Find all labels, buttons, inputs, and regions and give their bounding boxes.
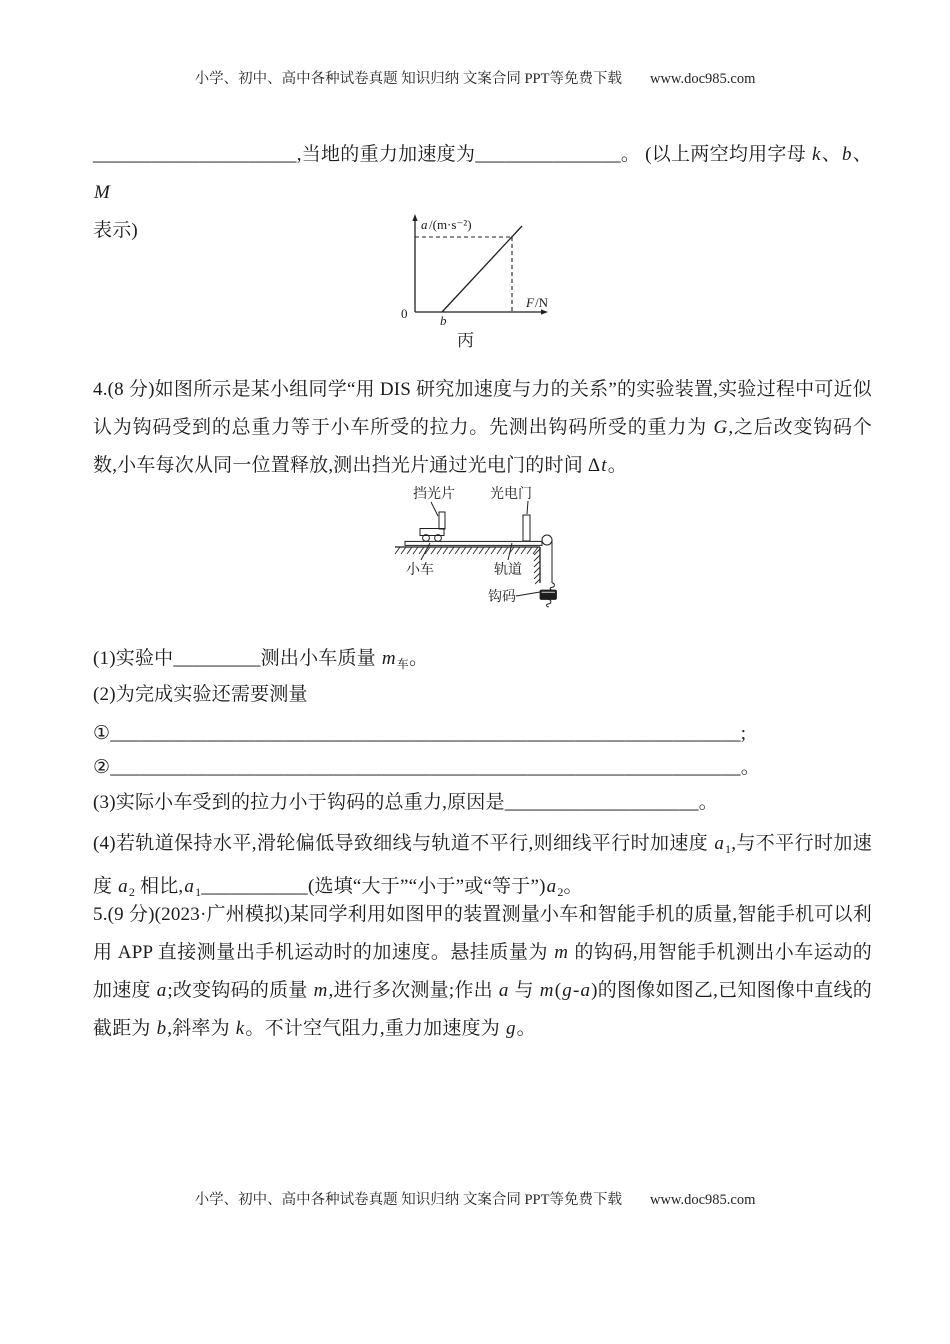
text-segment: 、	[821, 144, 842, 165]
text-segment: 车	[396, 657, 409, 671]
cart-label: 小车	[406, 563, 434, 578]
weight-leader-line	[516, 592, 540, 596]
math-variable: a	[184, 876, 195, 897]
photogate-post	[523, 515, 530, 541]
answer-blank: _________________________________________________________________	[110, 757, 741, 778]
text-segment: 。	[698, 792, 718, 813]
photogate-label: 光电门	[490, 487, 532, 502]
flag-label: 挡光片	[413, 487, 455, 502]
text-segment: 。	[516, 1018, 536, 1039]
text-segment: 。不计空气阻力,重力加速度为	[245, 1018, 505, 1039]
text-segment: ;	[740, 723, 747, 744]
figure-caption: 丙	[457, 331, 474, 350]
graph-figure-bing	[395, 205, 585, 355]
text-segment: ,之后改变钩码个数,小车每次从同一位置释放,测出挡光片通过光电门的时间 Δ	[93, 417, 873, 476]
x-axis-arrow-icon	[541, 309, 548, 314]
footer-url: www.doc985.com	[649, 1192, 756, 1208]
header-text: 小学、初中、高中各种试卷真题 知识归纳 文案合同 PPT等免费下载	[194, 71, 622, 87]
math-variable: k	[812, 144, 821, 165]
text-segment: (1)实验中	[93, 648, 174, 669]
math-variable: a	[498, 980, 509, 1001]
weight-label: 钩码	[488, 590, 516, 605]
math-variable: b	[842, 144, 852, 165]
math-variable: a	[118, 876, 128, 897]
answer-blank: _________________________________________________________________	[110, 723, 741, 744]
photogate-leader-line	[527, 501, 528, 514]
pulley	[542, 535, 552, 545]
text-segment: ,斜率为	[167, 1018, 235, 1039]
math-variable: M	[94, 182, 111, 203]
question-4-blank-item-2	[93, 749, 872, 787]
text-segment: (	[554, 980, 562, 1001]
data-line	[442, 226, 522, 312]
text-segment: 。	[607, 455, 627, 476]
text-segment: )的图像如图乙,已知图像中直线的截距为	[93, 980, 872, 1039]
text-segment: -	[572, 980, 580, 1001]
track-label: 轨道	[494, 563, 522, 578]
math-variable: g	[505, 1018, 516, 1039]
x-axis-label-variable: F	[526, 295, 534, 310]
text-segment: (3)实际小车受到的拉力小于钩码的总重力,原因是	[93, 792, 505, 813]
text-segment: ;改变钩码的质量	[167, 980, 313, 1001]
text-segment: ,当地的重力加速度为	[296, 144, 476, 165]
text-segment: (选填“大于”“小于”或“等于”)	[307, 876, 546, 897]
text-segment: 表示)	[93, 220, 138, 241]
question-5-stem	[93, 896, 872, 1048]
text-segment: (2)为完成实验还需要测量	[93, 684, 308, 705]
question-4-blank-item-1	[93, 715, 872, 753]
question-4-sub2	[93, 676, 872, 714]
text-segment: (4)若轨道保持水平,滑轮偏低导致细线与轨道不平行,则细线平行时加速度	[93, 833, 714, 854]
math-variable: t	[601, 455, 607, 476]
text-segment: 2	[128, 885, 136, 899]
answer-blank: ___________	[201, 876, 308, 897]
page-header	[0, 69, 950, 89]
math-variable: b	[156, 1018, 167, 1039]
light-blocking-flag	[439, 512, 445, 529]
text-segment: 4.(8 分)如图所示是某小组同学“用 DIS 研究加速度与力的关系”的实验装置,实验过程中可近似认为钩码受到的总重力等于小车所受的拉力。先测出钩码所受的重力为	[93, 379, 872, 438]
text-segment: ①	[93, 723, 111, 744]
math-variable: m	[381, 648, 396, 669]
track-bar	[405, 541, 542, 545]
table-side-hatching	[534, 549, 540, 584]
math-variable: a	[546, 876, 557, 897]
text-segment: 1	[725, 842, 732, 856]
text-segment: 5.(9 分)(2023·广州模拟)某同学利用如图甲的装置测量小车和智能手机的质量,智能手机可以利用 APP 直接测量出手机运动时的加速度。悬挂质量为	[93, 904, 872, 963]
y-axis-label-unit: /(m·s⁻²)	[429, 217, 472, 232]
text-segment: 的钩码,用智能手机测出小车运动的加速度	[93, 942, 872, 1001]
math-variable: m	[313, 980, 328, 1001]
text-segment: 。	[408, 648, 429, 669]
math-variable: a	[714, 833, 725, 854]
math-variable: a	[580, 980, 591, 1001]
text-segment: 。 (以上两空均用字母	[620, 144, 812, 165]
math-variable: a	[156, 980, 167, 1001]
weight-body	[540, 590, 557, 600]
table-top-hatching	[395, 547, 538, 554]
text-segment: 与	[509, 980, 539, 1001]
header-url: www.doc985.com	[649, 71, 756, 87]
question-4-stem	[93, 371, 872, 485]
footer-text: 小学、初中、高中各种试卷真题 知识归纳 文案合同 PPT等免费下载	[194, 1192, 622, 1208]
text-segment: ,与不平行时加速度	[93, 833, 872, 897]
apparatus-figure	[390, 484, 595, 616]
y-axis-label-variable: a	[421, 217, 428, 232]
text-segment: 测出小车质量	[260, 648, 381, 669]
math-variable: m	[539, 980, 554, 1001]
question-4-sub3	[93, 784, 872, 822]
math-variable: m	[554, 942, 569, 963]
text-segment: 2	[557, 885, 564, 899]
math-variable: k	[235, 1018, 245, 1039]
page-footer	[0, 1190, 950, 1210]
math-variable: G	[713, 417, 728, 438]
text-segment: 、	[852, 144, 872, 165]
y-axis-arrow-icon	[412, 214, 417, 221]
weight-top-hook-icon	[550, 583, 554, 590]
text-segment: ②	[93, 757, 111, 778]
answer-blank: _________	[173, 648, 261, 669]
answer-blank: ____________________	[504, 792, 699, 813]
cart-body	[420, 529, 444, 536]
answer-blank: _______________	[475, 144, 621, 165]
origin-label: 0	[401, 306, 408, 321]
flag-leader-line	[431, 502, 438, 516]
text-segment: 1	[195, 885, 202, 899]
intercept-label: b	[440, 313, 447, 328]
text-segment: 相比,	[135, 876, 184, 897]
text-segment: 。	[740, 757, 760, 778]
text-segment: ,进行多次测量;作出	[328, 980, 498, 1001]
math-variable: g	[562, 980, 572, 1001]
text-segment: 。	[563, 876, 583, 897]
weight-bottom-hook-icon	[547, 600, 551, 607]
x-axis-label-unit: /N	[535, 295, 548, 310]
answer-blank: _____________________	[93, 144, 297, 165]
